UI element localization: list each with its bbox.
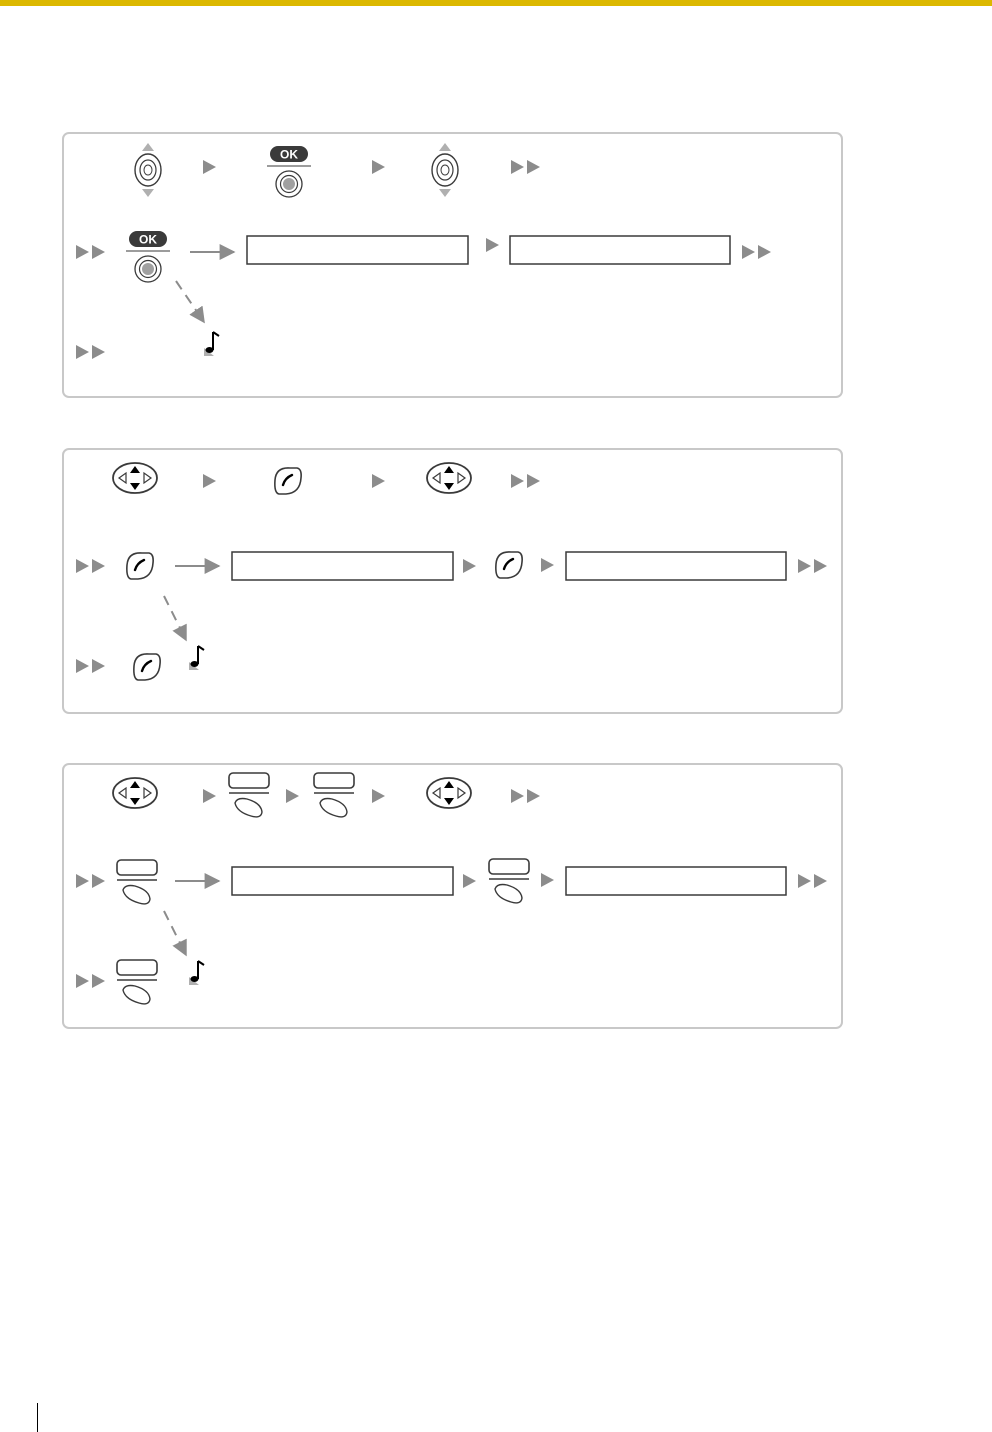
ok-key-label: OK [280, 147, 298, 162]
step-arrow [486, 238, 499, 252]
continue-arrow [511, 474, 540, 488]
joystick-icon [427, 463, 471, 493]
continue-arrow [76, 874, 105, 888]
soft-key-icon [489, 859, 529, 903]
continue-arrow [76, 245, 105, 259]
joystick-icon [113, 778, 157, 808]
continue-arrow [511, 789, 540, 803]
continue-arrow [798, 874, 827, 888]
talk-key-icon [496, 552, 522, 578]
soft-key-icon [117, 860, 157, 904]
step-arrow [286, 789, 299, 803]
cursor-ok-panel [62, 132, 843, 398]
talk-key-icon [127, 553, 153, 579]
soft-key-icon [117, 960, 157, 1004]
step-arrow [203, 789, 216, 803]
top-accent-bar [0, 0, 992, 6]
step-arrow [541, 558, 554, 572]
page-margin-rule [37, 1403, 38, 1432]
branch-arrow [176, 281, 204, 322]
step-arrow [372, 160, 385, 174]
continue-arrow [76, 974, 105, 988]
talk-key-icon [275, 468, 301, 494]
branch-arrow [164, 911, 186, 955]
display-box [566, 867, 786, 895]
joystick-icon [113, 463, 157, 493]
step-arrow [203, 474, 216, 488]
navigator-up-down-icon [432, 143, 458, 197]
joystick-icon [427, 778, 471, 808]
continue-arrow [798, 559, 827, 573]
ok-key-icon [126, 231, 170, 282]
soft-key-icon [229, 773, 269, 817]
continue-arrow [511, 160, 540, 174]
display-box [232, 552, 453, 580]
step-arrow [463, 874, 476, 888]
step-arrow [372, 789, 385, 803]
branch-arrow [164, 596, 186, 640]
continue-arrow [76, 345, 105, 359]
confirmation-tone-icon [189, 961, 204, 985]
display-box [510, 236, 730, 264]
continue-arrow [742, 245, 771, 259]
soft-key-icon [314, 773, 354, 817]
joystick-talk-panel [62, 448, 843, 714]
step-arrow [372, 474, 385, 488]
step-arrow [541, 873, 554, 887]
ok-key-icon [267, 146, 311, 197]
confirmation-tone-icon [189, 646, 204, 670]
continue-arrow [76, 559, 105, 573]
navigator-up-down-icon [135, 143, 161, 197]
joystick-softkey-panel [62, 763, 843, 1029]
ok-key-label: OK [139, 232, 157, 247]
display-box [566, 552, 786, 580]
display-box [232, 867, 453, 895]
continue-arrow [76, 659, 105, 673]
confirmation-tone-icon [204, 332, 219, 356]
talk-key-icon [134, 654, 160, 680]
step-arrow [203, 160, 216, 174]
display-box [247, 236, 468, 264]
step-arrow [463, 559, 476, 573]
